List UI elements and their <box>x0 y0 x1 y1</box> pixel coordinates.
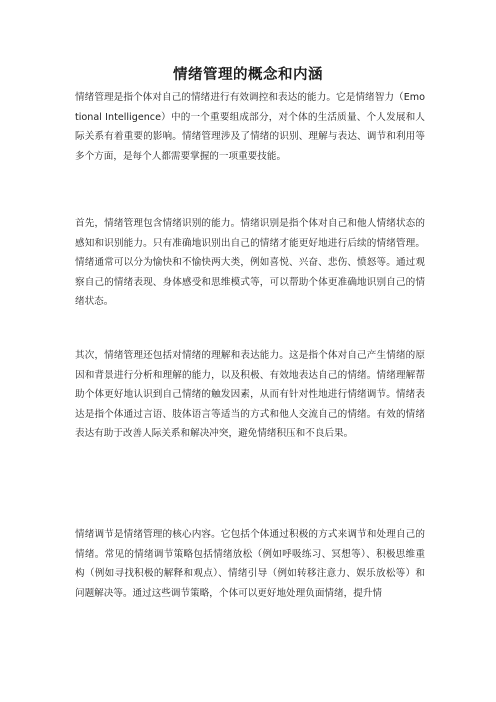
document-title: 情绪管理的概念和内涵 <box>173 67 323 83</box>
paragraph-intro: 情绪管理是指个体对自己的情绪进行有效调控和表达的能力。它是情绪智力（Emotional Intelligence）中的一个重要组成部分，对个体的生活质量、个人发展和人际关系有着重要的影响。情绪管理涉及了情绪的识别、理解与表达、调节和利用等多个方面，是每个人都需要掌握的一项重要技能。 <box>75 92 425 162</box>
paragraph-emotion-recognition: 首先，情绪管理包含情绪识别的能力。情绪识别是指个体对自己和他人情绪状态的感知和识别能力。只有准确地识别出自己的情绪才能更好地进行后续的情绪管理。情绪通常可以分为愉快和不愉快两大类，例如喜悦、兴奋、悲伤、愤怒等。通过观察自己的情绪表现、身体感受和思维模式等，可以帮助个体更准确地识别自己的情绪状态。 <box>75 218 425 307</box>
paragraph-emotion-understanding: 其次，情绪管理还包括对情绪的理解和表达能力。这是指个体对自己产生情绪的原因和背景进行分析和理解的能力，以及积极、有效地表达自己的情绪。情绪理解帮助个体更好地认识到自己情绪的触发因素，从而有针对性地进行情绪调节。情绪表达是指个体通过言语、肢体语言等适当的方式和他人交流自己的情绪。有效的情绪表达有助于改善人际关系和解决冲突，避免情绪积压和不良后果。 <box>75 350 425 439</box>
paragraph-emotion-regulation: 情绪调节是情绪管理的核心内容。它包括个体通过积极的方式来调节和处理自己的情绪。常见的情绪调节策略包括情绪放松（例如呼吸练习、冥想等）、积极思维重构（例如寻找积极的解释和观点）、情绪引导（例如转移注意力、娱乐放松等）和问题解决等。通过这些调节策略，个体可以更好地处理负面情绪，提升情 <box>75 529 425 599</box>
